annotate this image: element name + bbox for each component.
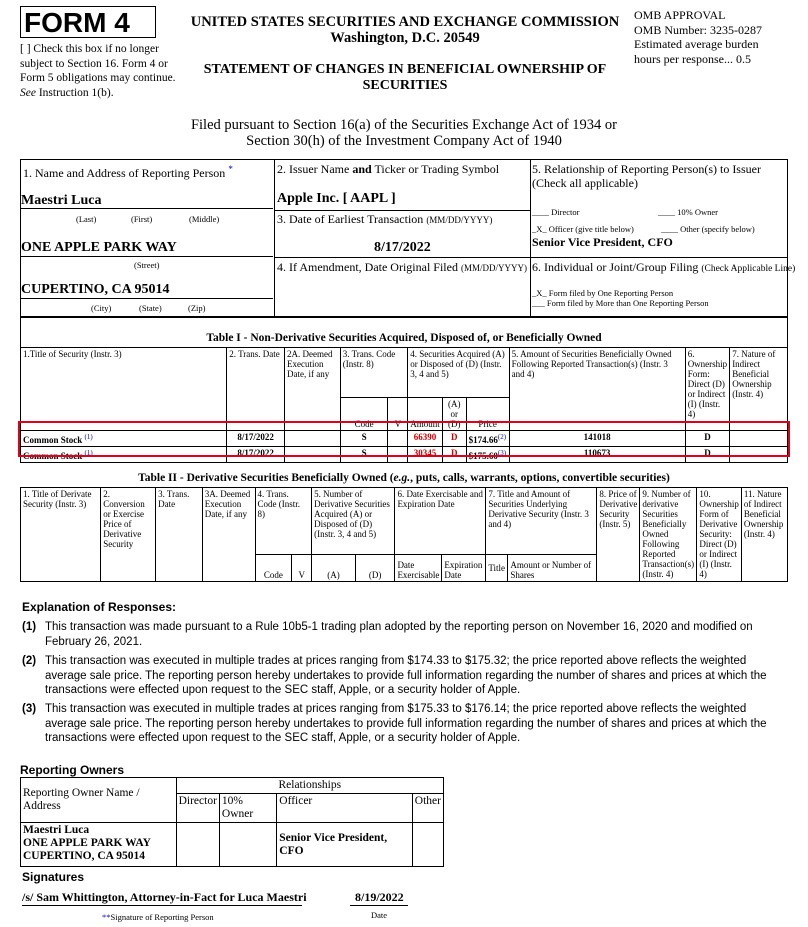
divider bbox=[530, 159, 531, 317]
owners-officer-header: Officer bbox=[277, 794, 413, 823]
owner-other-cell bbox=[412, 823, 443, 867]
director-option: ____ Director bbox=[532, 207, 580, 217]
underline bbox=[21, 256, 273, 257]
t1-col4-header: 4. Securities Acquired (A) or Disposed of (D) (Instr. 3, 4 and 5) bbox=[408, 348, 509, 398]
t1-date-cell: 8/17/2022 bbox=[227, 431, 285, 447]
t2-c10-header: 10. Ownership Form of Derivative Security: Direct (D) or Indirect (I) (Instr. 4) bbox=[697, 488, 742, 582]
t1-col2a-header: 2A. Deemed Execution Date, if any bbox=[285, 348, 341, 431]
filed-pursuant: Filed pursuant to Section 16(a) of the Securities Exchange Act of 1934 or Section 30(h) of the Investment Company Act of 1940 bbox=[190, 117, 618, 149]
footnote-link[interactable]: (1) bbox=[84, 433, 93, 441]
owners-other-header: Other bbox=[412, 794, 443, 823]
owners-ten-pct-header: 10% Owner bbox=[219, 794, 276, 823]
t2-c3a-header: 3A. Deemed Execution Date, if any bbox=[202, 488, 255, 582]
owners-director-header: Director bbox=[176, 794, 219, 823]
t1-col5-header: 5. Amount of Securities Beneficially Owned Following Reported Transaction(s) (Instr. 3 and 4) bbox=[509, 348, 685, 431]
underline bbox=[350, 905, 408, 906]
t1-amount-cell: 30345 bbox=[408, 447, 443, 463]
divider bbox=[274, 257, 788, 258]
footnote-2: (2) This transaction was executed in multiple trades at prices ranging from $174.33 to $175.32; the price reported above reflects the weighted average sale price. The reporting person hereby undertakes to provide full information regarding the number of shares and prices at which the transactions were effected upon request to the SEC staff, Apple, or a security holder of Apple. bbox=[22, 655, 767, 696]
signatures-heading: Signatures bbox=[22, 870, 85, 884]
t1-date-cell: 8/17/2022 bbox=[227, 447, 285, 463]
footnote-3: (3) This transaction was executed in multiple trades at prices ranging from $175.33 to $176.14; the price reported above reflects the weighted average sale price. The reporting person hereby undertakes to provide full information regarding the number of shares and prices at which the transactions were effected upon request to the SEC staff, Apple, or a security holder of Apple. bbox=[22, 703, 767, 744]
t1-col6-header: 6. Ownership Form: Direct (D) or Indirect (I) (Instr. 4) bbox=[685, 348, 730, 431]
footnote-link[interactable]: (3) bbox=[497, 449, 507, 457]
table2 bbox=[20, 487, 788, 582]
underline bbox=[21, 298, 273, 299]
t2-c3-header: 3. Trans. Date bbox=[156, 488, 203, 582]
t2-sub-expiration: Expiration Date bbox=[442, 555, 486, 582]
table2-title: Table II - Derivative Securities Beneficially Owned (e.g., puts, calls, warrants, options, convertible securities) bbox=[138, 472, 670, 484]
date-label: Date bbox=[371, 910, 388, 920]
issuer-value: Apple Inc. [ AAPL ] bbox=[277, 191, 396, 206]
t2-c1-header: 1. Title of Derivate Security (Instr. 3) bbox=[21, 488, 101, 582]
t1-col1-header: 1.Title of Security (Instr. 3) bbox=[21, 348, 227, 431]
highlight-box bbox=[18, 421, 790, 457]
street-value: ONE APPLE PARK WAY bbox=[21, 240, 177, 255]
statement-title: STATEMENT OF CHANGES IN BENEFICIAL OWNERSHIP OF SECURITIES bbox=[203, 62, 607, 93]
t2-sub-title: Title bbox=[486, 555, 508, 582]
t2-c6-header: 6. Date Exercisable and Expiration Date bbox=[395, 488, 486, 555]
t1-sub-amount: Amount bbox=[408, 398, 443, 431]
omb-approval: OMB APPROVAL OMB Number: 3235-0287 Estimated average burden hours per response... 0.5 bbox=[634, 8, 762, 66]
middle-label: (Middle) bbox=[189, 214, 220, 224]
t2-c2-header: 2. Conversion or Exercise Price of Derivative Security bbox=[101, 488, 156, 582]
underline bbox=[21, 208, 273, 209]
t1-col3-header: 3. Trans. Code (Instr. 8) bbox=[340, 348, 407, 398]
t2-sub-exercisable: Date Exercisable bbox=[395, 555, 442, 582]
t1-form-cell: D bbox=[685, 431, 730, 447]
owners-table bbox=[20, 777, 444, 867]
owners-relationships-header: Relationships bbox=[176, 778, 443, 794]
amendment-label: 4. If Amendment, Date Original Filed (MM/DD/YYYY) bbox=[277, 260, 527, 274]
t1-col7-header: 7. Nature of Indirect Beneficial Ownership (Instr. 4) bbox=[730, 348, 788, 431]
t2-c4-header: 4. Trans. Code (Instr. 8) bbox=[255, 488, 312, 555]
other-option: ____ Other (specify below) bbox=[661, 224, 755, 234]
explanation-heading: Explanation of Responses: bbox=[22, 600, 177, 614]
section16-check-note: [ ] Check this box if no longer subject to Section 16. Form 4 or Form 5 obligations may continue. See Instruction 1(b). bbox=[20, 43, 176, 99]
t2-c8-header: 8. Price of Derivative Security (Instr. 5) bbox=[597, 488, 640, 582]
t1-title-cell: Common Stock $^{(1)}$ bbox=[21, 447, 227, 463]
table-row bbox=[21, 823, 444, 867]
owner-officer-cell: Senior Vice President, CFO bbox=[277, 823, 413, 867]
relationship-label: 5. Relationship of Reporting Person(s) to Issuer (Check all applicable) bbox=[532, 162, 761, 190]
t1-sub-code: Code bbox=[340, 398, 388, 431]
t1-title-cell: Common Stock $^{(1)}$ bbox=[21, 431, 227, 447]
street-label: (Street) bbox=[134, 260, 160, 270]
owner-ten-pct-cell bbox=[219, 823, 276, 867]
filing-more-option: ___ Form filed by More than One Reporting Person bbox=[532, 298, 709, 308]
divider bbox=[274, 159, 275, 317]
t2-sub-a: (A) bbox=[312, 555, 356, 582]
city-value: CUPERTINO, CA 95014 bbox=[21, 282, 170, 297]
divider bbox=[274, 210, 530, 211]
last-label: (Last) bbox=[76, 214, 97, 224]
earliest-transaction-label: 3. Date of Earliest Transaction (MM/DD/YYYY) bbox=[277, 212, 493, 226]
officer-title: Senior Vice President, CFO bbox=[532, 235, 673, 249]
state-label: (State) bbox=[139, 303, 162, 313]
filing-one-option: _X_ Form filed by One Reporting Person bbox=[532, 288, 674, 298]
t1-aord-cell: D bbox=[442, 431, 466, 447]
zip-label: (Zip) bbox=[188, 303, 206, 313]
issuer-label: 2. Issuer Name and Ticker or Trading Symbol bbox=[277, 162, 500, 176]
commission-title: UNITED STATES SECURITIES AND EXCHANGE COMMISSION Washington, D.C. 20549 bbox=[190, 14, 620, 46]
form-title: FORM 4 bbox=[20, 6, 156, 38]
t1-owned-cell: 141018 bbox=[509, 431, 685, 447]
t2-c7-header: 7. Title and Amount of Securities Underlying Derivative Security (Instr. 3 and 4) bbox=[486, 488, 597, 555]
t1-owned-cell: 110673 bbox=[509, 447, 685, 463]
owner-address-cell: Maestri Luca ONE APPLE PARK WAY CUPERTINO, CA 95014 bbox=[21, 823, 177, 867]
table1-title: Table I - Non-Derivative Securities Acquired, Disposed of, or Beneficially Owned bbox=[206, 332, 602, 344]
t1-amount-cell: 66390 bbox=[408, 431, 443, 447]
city-label: (City) bbox=[91, 303, 112, 313]
signature-value: /s/ Sam Whittington, Attorney-in-Fact for Luca Maestri bbox=[22, 890, 307, 904]
filing-label: 6. Individual or Joint/Group Filing (Check Applicable Line) bbox=[532, 260, 796, 274]
first-label: (First) bbox=[131, 214, 153, 224]
t1-sub-aord: (A) or (D) bbox=[442, 398, 466, 431]
owners-heading: Reporting Owners bbox=[20, 763, 125, 777]
t2-sub-code: Code bbox=[255, 555, 292, 582]
t1-code-cell: S bbox=[340, 431, 388, 447]
ten-pct-option: ____ 10% Owner bbox=[658, 207, 718, 217]
t2-sub-d: (D) bbox=[355, 555, 395, 582]
underline bbox=[22, 905, 302, 906]
footnote-link[interactable]: (2) bbox=[497, 433, 507, 441]
t1-col2-header: 2. Trans. Date bbox=[227, 348, 285, 431]
footnote-link[interactable]: ** bbox=[102, 912, 111, 922]
t1-price-cell: $175.60$^{(3)}$ bbox=[466, 447, 509, 463]
footnote-1: (1) This transaction was made pursuant to a Rule 10b5-1 trading plan adopted by the reporting person on November 16, 2020 and modified on February 26, 2021. bbox=[22, 621, 753, 648]
signature-label: **Signature of Reporting Person bbox=[102, 912, 214, 922]
t2-c5-header: 5. Number of Derivative Securities Acquired (A) or Disposed of (D) (Instr. 3, 4 and 5) bbox=[312, 488, 395, 555]
reporting-person-name: Maestri Luca bbox=[21, 193, 102, 208]
t1-sub-price: Price bbox=[466, 398, 509, 431]
t1-code-cell: S bbox=[340, 447, 388, 463]
t1-price-cell: $174.66$^{(2)}$ bbox=[466, 431, 509, 447]
t1-aord-cell: D bbox=[442, 447, 466, 463]
t2-c9-header: 9. Number of derivative Securities Beneficially Owned Following Reported Transaction(s) (Instr. 4) bbox=[640, 488, 697, 582]
footnote-link[interactable]: * bbox=[228, 164, 233, 174]
t2-sub-amount: Amount or Number of Shares bbox=[508, 555, 597, 582]
t1-sub-v: V bbox=[388, 398, 408, 431]
footnote-link[interactable]: (1) bbox=[84, 449, 93, 457]
signature-date: 8/19/2022 bbox=[355, 890, 404, 904]
t1-form-cell: D bbox=[685, 447, 730, 463]
t2-sub-v: V bbox=[292, 555, 312, 582]
owners-name-header: Reporting Owner Name / Address bbox=[21, 778, 177, 823]
reporting-person-label: 1. Name and Address of Reporting Person * bbox=[23, 164, 233, 180]
owner-director-cell bbox=[176, 823, 219, 867]
officer-option: _X_ Officer (give title below) bbox=[532, 224, 634, 234]
earliest-transaction-date: 8/17/2022 bbox=[374, 240, 431, 255]
t2-c11-header: 11. Nature of Indirect Beneficial Ownership (Instr. 4) bbox=[741, 488, 787, 582]
